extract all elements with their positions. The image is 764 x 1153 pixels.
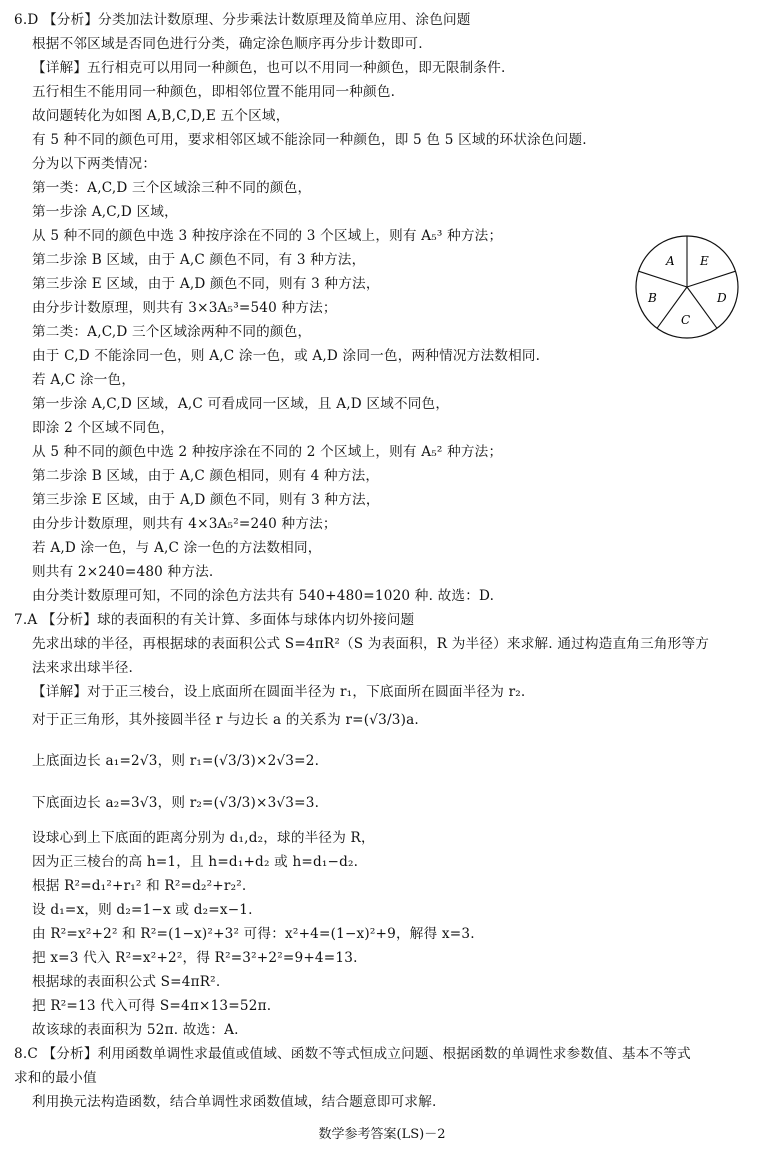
text-line: 五行相生不能用同一种颜色，即相邻位置不能用同一种颜色. [32, 84, 396, 100]
page-footer: 数学参考答案(LS)－2 [318, 1127, 446, 1142]
text-line: 8.C 【分析】利用函数单调性求最值或值域、函数不等式恒成立问题、根据函数的单调性求参数值、基本不等式 [14, 1046, 691, 1062]
text-line: 若 A,C 涂一色， [32, 372, 136, 388]
text-line: 由 R²=x²+2² 和 R²=(1−x)²+3² 可得：x²+4=(1−x)²+9，解得 x=3. [32, 926, 475, 942]
five-region-circle-diagram [628, 234, 746, 340]
text-line: 把 R²=13 代入可得 S=4π×13=52π. [32, 998, 272, 1014]
text-line: 由分类计数原理可知，不同的涂色方法共有 540+480=1020 种. 故选：D. [32, 588, 495, 604]
text-line: 第二步涂 B 区域，由于 A,C 颜色不同，有 3 种方法， [32, 252, 366, 268]
text-line: 【详解】对于正三棱台，设上底面所在圆面半径为 r₁，下底面所在圆面半径为 r₂. [32, 684, 526, 700]
text-line: 第一类：A,C,D 三个区域涂三种不同的颜色， [32, 180, 312, 196]
text-line: 下底面边长 a₂=3√3，则 r₂=(√3/3)×3√3=3. [32, 795, 320, 811]
region-label-a: A [666, 254, 675, 268]
text-line: 利用换元法构造函数，结合单调性求函数值域，结合题意即可求解. [32, 1094, 437, 1110]
text-line: 第三步涂 E 区域，由于 A,D 颜色不同，则有 3 种方法， [32, 276, 380, 292]
text-line: 第一步涂 A,C,D 区域，A,C 可看成同一区域，且 A,D 区域不同色， [32, 396, 450, 412]
region-label-d: D [717, 291, 727, 305]
text-line: 求和的最小值 [14, 1070, 97, 1086]
text-line: 设球心到上下底面的距离分别为 d₁,d₂，球的半径为 R， [32, 830, 375, 846]
text-line: 从 5 种不同的颜色中选 3 种按序涂在不同的 3 个区域上，则有 A₅³ 种方法； [32, 228, 503, 244]
text-line: 上底面边长 a₁=2√3，则 r₁=(√3/3)×2√3=2. [32, 753, 320, 769]
text-line: 6.D 【分析】分类加法计数原理、分步乘法计数原理及简单应用、涂色问题 [14, 12, 471, 28]
text-line: 故问题转化为如图 A,B,C,D,E 五个区域， [32, 108, 290, 124]
text-line: 从 5 种不同的颜色中选 2 种按序涂在不同的 2 个区域上，则有 A₅² 种方法； [32, 444, 503, 460]
text-line: 第二类：A,C,D 三个区域涂两种不同的颜色， [32, 324, 312, 340]
text-line: 由分步计数原理，则共有 4×3A₅²=240 种方法； [32, 516, 337, 532]
text-line: 7.A 【分析】球的表面积的有关计算、多面体与球体内切外接问题 [14, 612, 415, 628]
text-line: 故该球的表面积为 52π. 故选：A. [32, 1022, 239, 1038]
text-line: 【详解】五行相克可以用同一种颜色，也可以不用同一种颜色，即无限制条件. [32, 60, 506, 76]
text-line: 根据不邻区域是否同色进行分类，确定涂色顺序再分步计数即可. [32, 36, 423, 52]
text-line: 若 A,D 涂一色，与 A,C 涂一色的方法数相同， [32, 540, 322, 556]
text-line: 由于 C,D 不能涂同一色，则 A,C 涂一色，或 A,D 涂同一色，两种情况方法数相同. [32, 348, 541, 364]
region-label-e: E [700, 254, 709, 268]
text-line: 根据 R²=d₁²+r₁² 和 R²=d₂²+r₂². [32, 878, 247, 894]
text-line: 根据球的表面积公式 S=4πR². [32, 974, 221, 990]
region-label-b: B [648, 291, 657, 305]
text-line: 设 d₁=x，则 d₂=1−x 或 d₂=x−1. [32, 902, 253, 918]
text-line: 即涂 2 个区域不同色， [32, 420, 175, 436]
text-line: 第一步涂 A,C,D 区域， [32, 204, 178, 220]
text-line: 第二步涂 B 区域，由于 A,C 颜色相同，则有 4 种方法， [32, 468, 380, 484]
text-line: 先求出球的半径，再根据球的表面积公式 S=4πR²（S 为表面积，R 为半径）来求解. 通过构造直角三角形等方 [32, 636, 710, 652]
text-line: 则共有 2×240=480 种方法. [32, 564, 214, 580]
text-line: 法来求出球半径. [32, 660, 134, 676]
region-label-c: C [681, 313, 691, 327]
text-line: 第三步涂 E 区域，由于 A,D 颜色不同，则有 3 种方法， [32, 492, 380, 508]
text-line: 对于正三角形，其外接圆半径 r 与边长 a 的关系为 r=(√3/3)a. [32, 712, 419, 728]
text-line: 有 5 种不同的颜色可用，要求相邻区域不能涂同一种颜色，即 5 色 5 区域的环状涂色问题. [32, 132, 587, 148]
text-line: 因为正三棱台的高 h=1，且 h=d₁+d₂ 或 h=d₁−d₂. [32, 854, 359, 870]
text-line: 分为以下两类情况： [32, 156, 157, 172]
text-line: 把 x=3 代入 R²=x²+2²，得 R²=3²+2²=9+4=13. [32, 950, 358, 966]
text-line: 由分步计数原理，则共有 3×3A₅³=540 种方法； [32, 300, 337, 316]
